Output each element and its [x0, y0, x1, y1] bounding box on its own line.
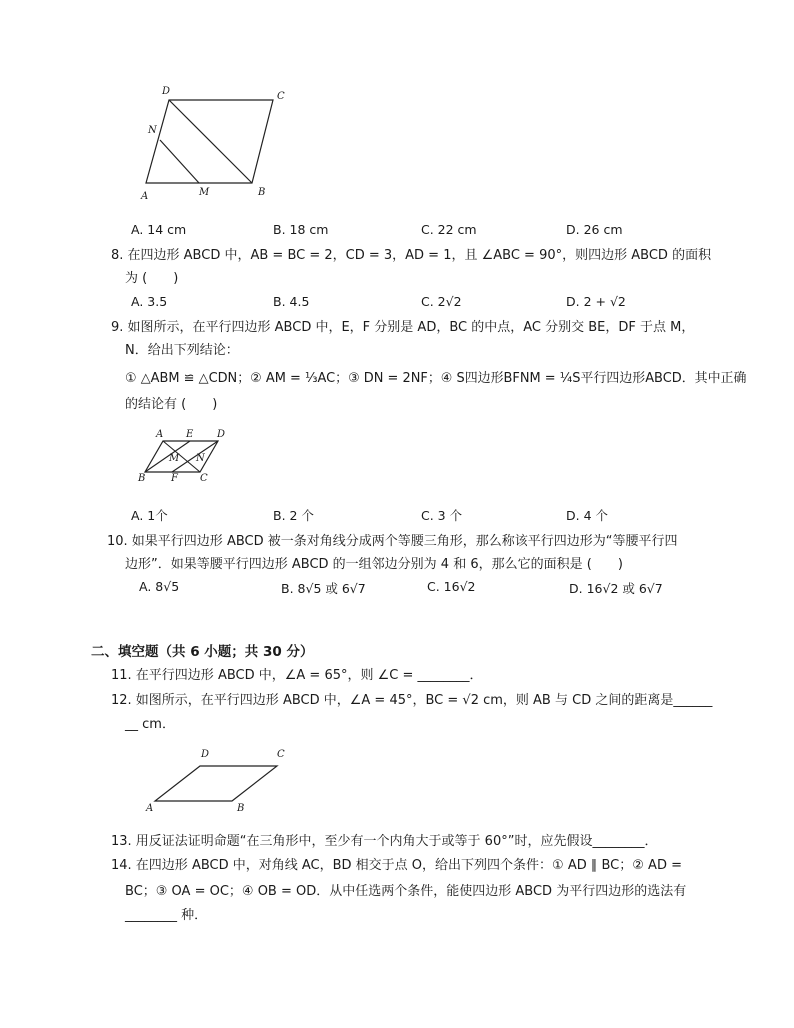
fig1-label-b: B — [258, 187, 266, 198]
q14-stem-line2: BC；③ OA = OC；④ OB = OD．从中任选两个条件，能使四边形 ABCD 为平行四边形的选法有 — [125, 884, 687, 899]
q13-stem: 13. 用反证法证明命题“在三角形中，至少有一个内角大于或等于 60°”时，应先假设________． — [111, 834, 658, 849]
q9-option-d[interactable]: D. 4 个 — [566, 508, 608, 523]
fig1-label-n: N — [148, 125, 157, 136]
q11-stem: 11. 在平行四边形 ABCD 中，∠A = 65°，则 ∠C = ________． — [111, 668, 483, 683]
q9-stem-line2: N．给出下列结论： — [125, 343, 239, 358]
fig12-label-b: B — [237, 803, 245, 814]
fig1-label-c: C — [277, 91, 285, 102]
q9-option-a[interactable]: A. 1个 — [131, 508, 168, 523]
q8-option-b[interactable]: B. 4.5 — [273, 294, 310, 309]
q8-option-c[interactable]: C. 2√2 — [421, 294, 462, 309]
q14-stem-line3: ________ 种． — [125, 908, 208, 923]
section-title-fill-in: 二、填空题（共 6 小题；共 30 分） — [91, 644, 314, 660]
fig9-label-m: M — [169, 453, 180, 464]
q7-option-d[interactable]: D. 26 cm — [566, 222, 623, 237]
q8-stem-line2: 为 ( ) — [125, 271, 179, 286]
q10-option-a[interactable]: A. 8√5 — [139, 579, 180, 594]
q7-option-c[interactable]: C. 22 cm — [421, 222, 477, 237]
fig9-label-d: D — [217, 429, 226, 440]
q10-stem-line2: 边形”．如果等腰平行四边形 ABCD 的一组邻边分别为 4 和 6，那么它的面积是 ( ) — [125, 557, 623, 572]
q8-option-d[interactable]: D. 2 + √2 — [566, 294, 626, 309]
q10-option-d[interactable]: D. 16√2 或 6√7 — [569, 581, 663, 596]
fig9-label-a: A — [156, 429, 164, 440]
q9-option-c[interactable]: C. 3 个 — [421, 508, 463, 523]
fig9-label-f: F — [171, 473, 178, 484]
fig1-label-m: M — [199, 187, 210, 198]
fig9-label-b: B — [138, 473, 146, 484]
fig9-label-c: C — [200, 473, 208, 484]
fig12-label-c: C — [277, 749, 285, 760]
fig9-label-n: N — [196, 453, 205, 464]
fig9-label-e: E — [186, 429, 194, 440]
fig1-label-a: A — [141, 191, 149, 202]
q7-option-a[interactable]: A. 14 cm — [131, 222, 187, 237]
q14-stem-line1: 14. 在四边形 ABCD 中，对角线 AC，BD 相交于点 O，给出下列四个条件：① AD ∥ BC；② AD = — [111, 858, 682, 873]
q8-stem-line1: 8. 在四边形 ABCD 中，AB = BC = 2，CD = 3，AD = 1，且 ∠ABC = 90°，则四边形 ABCD 的面积 — [111, 248, 712, 263]
fig12-label-d: D — [201, 749, 210, 760]
q8-option-a[interactable]: A. 3.5 — [131, 294, 168, 309]
fig12-label-a: A — [146, 803, 154, 814]
q9-stem-line1: 9. 如图所示，在平行四边形 ABCD 中，E，F 分别是 AD，BC 的中点，AC 分别交 BE，DF 于点 M， — [111, 320, 695, 335]
q12-stem-line2: __ cm． — [125, 717, 175, 732]
q9-stem-line4: 的结论有 ( ) — [125, 397, 218, 412]
q10-option-b[interactable]: B. 8√5 或 6√7 — [281, 581, 366, 596]
q7-option-b[interactable]: B. 18 cm — [273, 222, 329, 237]
fig1-label-d: D — [162, 86, 171, 97]
q10-option-c[interactable]: C. 16√2 — [427, 579, 476, 594]
q10-stem-line1: 10. 如果平行四边形 ABCD 被一条对角线分成两个等腰三角形，那么称该平行四边形为“等腰平行四 — [107, 534, 678, 549]
q12-stem-line1: 12. 如图所示，在平行四边形 ABCD 中，∠A = 45°，BC = √2 cm，则 AB 与 CD 之间的距离是______ — [111, 693, 713, 708]
q9-stem-line3: ① △ABM ≌ △CDN；② AM = ⅓AC；③ DN = 2NF；④ S四边形BFNM = ¼S平行四边形ABCD．其中正确 — [125, 371, 747, 386]
q9-option-b[interactable]: B. 2 个 — [273, 508, 314, 523]
